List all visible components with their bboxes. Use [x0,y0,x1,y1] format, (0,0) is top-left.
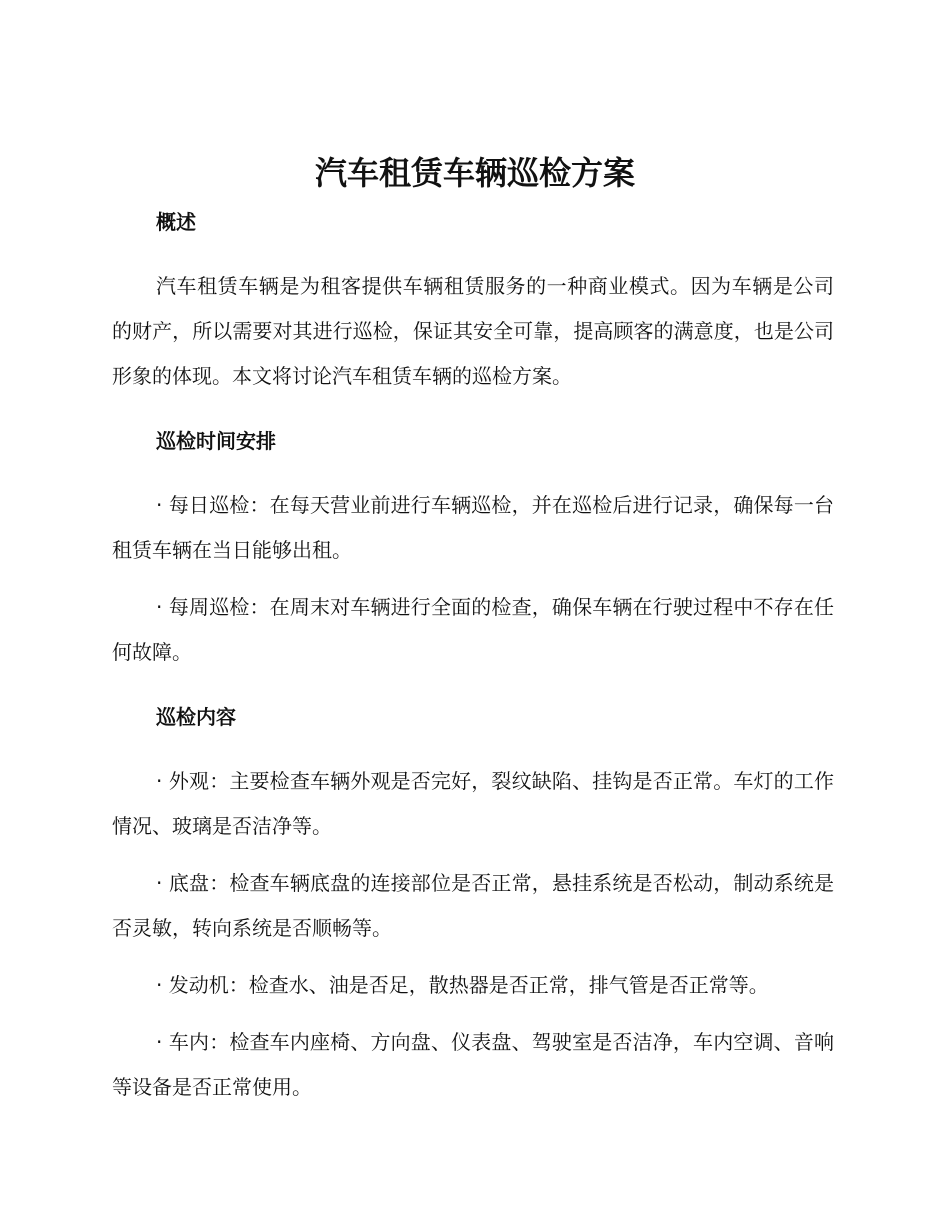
document-body [112,206,834,1110]
content-item-chassis: · 底盘：检查车辆底盘的连接部位是否正常，悬挂系统是否松动，制动系统是否灵敏，转向系统是否顺畅等。 [112,871,834,940]
section-heading-overview: 概述 [156,210,196,234]
schedule-item-daily: · 每日巡检：在每天营业前进行车辆巡检，并在巡检后进行记录，确保每一台租赁车辆在当日能够出租。 [112,493,834,562]
schedule-item-weekly: · 每周巡检：在周末对车辆进行全面的检查，确保车辆在行驶过程中不存在任何故障。 [112,595,834,664]
content-item-engine: · 发动机：检查水、油是否足，散热器是否正常，排气管是否正常等。 [156,973,769,997]
overview-paragraph: 汽车租赁车辆是为租客提供车辆租赁服务的一种商业模式。因为车辆是公司的财产，所以需要对其进行巡检，保证其安全可靠，提高顾客的满意度，也是公司形象的体现。本文将讨论汽车租赁车辆的巡检方案。 [112,274,834,388]
document-title: 汽车租赁车辆巡检方案 [314,154,635,192]
content-item-exterior: · 外观：主要检查车辆外观是否完好，裂纹缺陷、挂钩是否正常。车灯的工作情况、玻璃是否洁净等。 [112,769,834,838]
section-heading-schedule: 巡检时间安排 [156,429,276,453]
section-heading-content: 巡检内容 [156,705,236,729]
content-item-interior: · 车内：检查车内座椅、方向盘、仪表盘、驾驶室是否洁净，车内空调、音响等设备是否正常使用。 [112,1030,834,1099]
